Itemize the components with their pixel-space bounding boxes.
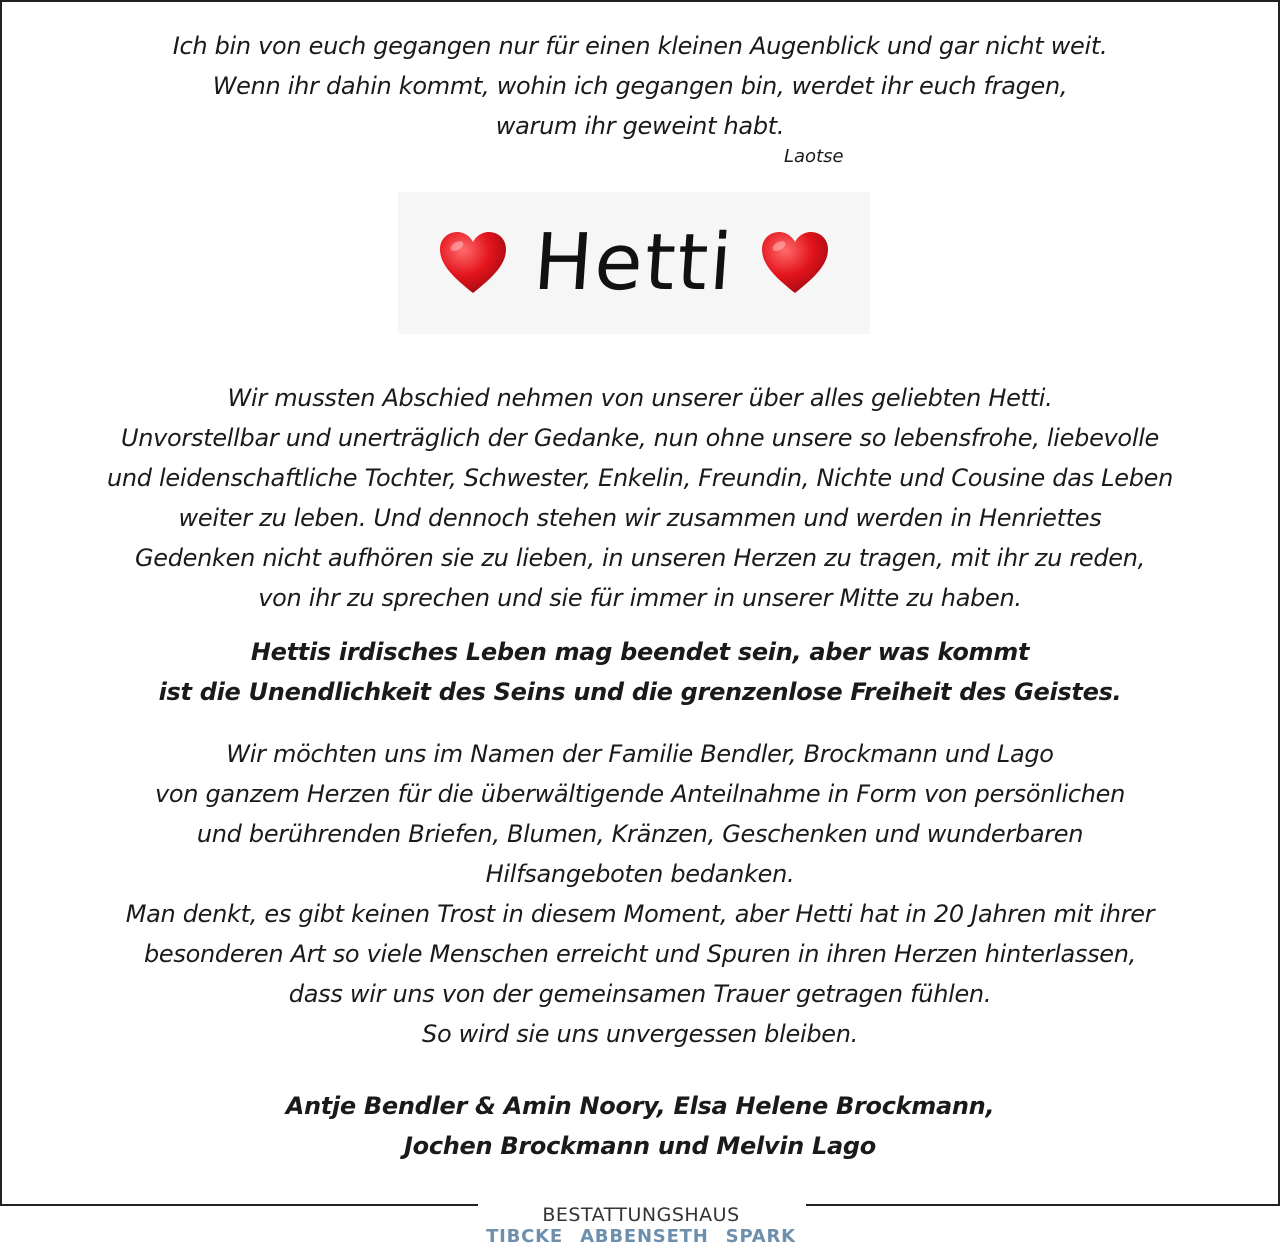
quote-line: Wenn ihr dahin kommt, wohin ich gegangen bin, werdet ihr euch fragen, bbox=[212, 72, 1068, 100]
text-line: dass wir uns von der gemeinsamen Trauer getragen fühlen. bbox=[288, 980, 992, 1008]
logo-bottom-text: TIBCKE ABBENSETH SPARK bbox=[486, 1226, 796, 1247]
text-line: von ganzem Herzen für die überwältigende Anteilnahme in Form von persönlichen bbox=[154, 780, 1126, 808]
quote-block bbox=[0, 26, 1280, 146]
text-line: besonderen Art so viele Menschen erreicht und Spuren in ihren Herzen hinterlassen, bbox=[144, 940, 1136, 968]
text-line: Hilfsangeboten bedanken. bbox=[485, 860, 795, 888]
name-banner bbox=[398, 192, 870, 334]
text-line: und leidenschaftliche Tochter, Schwester, Enkelin, Freundin, Nichte und Cousine das Leben bbox=[106, 464, 1174, 492]
text-line: So wird sie uns unvergessen bleiben. bbox=[422, 1020, 858, 1048]
text-line: Hettis irdisches Leben mag beendet sein, aber was kommt bbox=[250, 638, 1030, 666]
text-line: und berührenden Briefen, Blumen, Kränzen, Geschenken und wunderbaren bbox=[196, 820, 1084, 848]
signatures bbox=[0, 1086, 1280, 1166]
text-line: von ihr zu sprechen und sie für immer in unserer Mitte zu haben. bbox=[258, 584, 1022, 612]
signature-line: Jochen Brockmann und Melvin Lago bbox=[404, 1132, 876, 1160]
heart-icon bbox=[438, 231, 508, 295]
quote-line: warum ihr geweint habt. bbox=[495, 112, 785, 140]
thanks-paragraph bbox=[0, 734, 1280, 1054]
text-line: Wir möchten uns im Namen der Familie Bendler, Brockmann und Lago bbox=[226, 740, 1054, 768]
deceased-name: Hetti bbox=[531, 218, 737, 308]
quote-author: Laotse bbox=[784, 146, 844, 167]
text-line: ist die Unendlichkeit des Seins und die grenzenlose Freiheit des Geistes. bbox=[158, 678, 1122, 706]
text-line: Unvorstellbar und unerträglich der Gedanke, nun ohne unsere so lebensfrohe, liebevolle bbox=[120, 424, 1160, 452]
heart-icon bbox=[760, 231, 830, 295]
logo-top-text: BESTATTUNGSHAUS bbox=[542, 1204, 740, 1226]
funeral-home-logo bbox=[486, 1196, 796, 1252]
emphasis-paragraph bbox=[0, 632, 1280, 712]
text-line: weiter zu leben. Und dennoch stehen wir zusammen und werden in Henriettes bbox=[178, 504, 1102, 532]
signature-line: Antje Bendler & Amin Noory, Elsa Helene Brockmann, bbox=[285, 1092, 995, 1120]
text-line: Wir mussten Abschied nehmen von unserer über alles geliebten Hetti. bbox=[227, 384, 1053, 412]
text-line: Gedenken nicht aufhören sie zu lieben, in unseren Herzen zu tragen, mit ihr zu reden, bbox=[134, 544, 1146, 572]
quote-line: Ich bin von euch gegangen nur für einen kleinen Augenblick und gar nicht weit. bbox=[172, 32, 1108, 60]
text-line: Man denkt, es gibt keinen Trost in diesem Moment, aber Hetti hat in 20 Jahren mit ihrer bbox=[125, 900, 1155, 928]
farewell-paragraph bbox=[0, 378, 1280, 618]
